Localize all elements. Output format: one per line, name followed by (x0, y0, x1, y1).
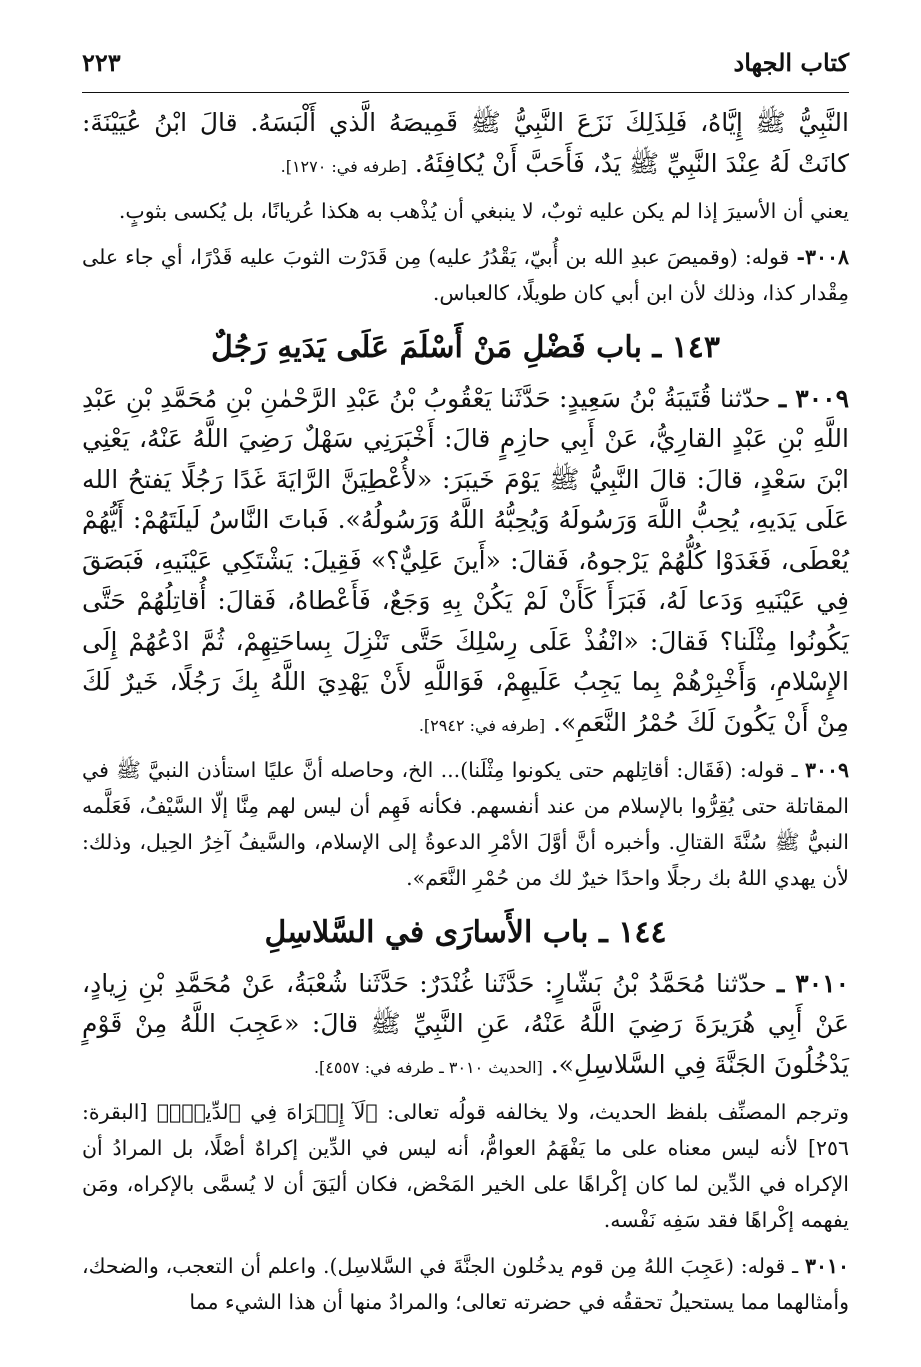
chapter-heading: ١٤٤ ـ باب الأَسارَى في السَّلاسِلِ (264, 914, 667, 950)
hadith-number: ٣٠٠٩ ـ (778, 383, 849, 413)
chapter-title: كتاب الجهاد (733, 48, 849, 77)
commentary-paragraph (82, 1095, 849, 1239)
hadith-number: ٣٠١٠ (804, 1253, 849, 1278)
commentary-text: وترجم المصنِّف بلفظ الحديث، ولا يخالفه قولُه تعالى: ﴿لَآ إِكۡرَاهَ فِي ٱلدِّينِۖ﴾ [البقرة: ٢٥٦] لأنه ليس معناه على ما يَفْهَمُ العوامُّ، أنه ليس في الدِّين إكراهٌ أصْلًا، بل المرادُ أن الإكراه في الدِّين لما كان إكْراهًا على الخير المَحْض، فكان أليَقَ أن لا يُسمَّى بالإكراه، ومَن يفهمه إكْراهًا فقد سَفِه نَفْسه. (82, 1100, 849, 1232)
cross-reference: [طرفه في: ٢٩٤٢]. (418, 715, 546, 735)
hadith-number: ٣٠١٠ ـ (776, 968, 850, 998)
commentary-paragraph (82, 753, 849, 897)
commentary-text: يعني أن الأسيرَ إذا لم يكن عليه ثوبٌ، لا ينبغي أن يُذْهب به هكذا عُريانًا، بل يُكسى بثوبٍ. (118, 199, 849, 223)
hadith-number: ٣٠٠٩ (804, 758, 849, 783)
cross-reference: [طرفه في: ١٢٧٠]. (280, 156, 407, 176)
chapter-heading: ١٤٣ ـ باب فَضْلِ مَنْ أَسْلَمَ عَلَى يَدَيهِ رَجُلٌ (211, 329, 720, 365)
hadith-number: ٣٠٠٨- (796, 244, 849, 269)
commentary-paragraph (82, 240, 849, 312)
page-number: ٢٢٣ (82, 48, 121, 77)
hadith-text: حدّثنا مُحَمَّدُ بْنُ بَشّارٍ: حَدَّثَنا غُنْدَرٌ: حَدَّثَنا شُعْبَةُ، عَنْ مُحَمَّدِ بْنِ زِيادٍ، عَنْ أَبِي هُرَيرَةَ رَضِيَ اللَّهُ عَنْهُ، عَنِ النَّبِيِّ ﷺ قالَ: «عَجِبَ اللَّهُ مِنْ قَوْمٍ يَدْخُلُونَ الجَنَّةَ فِي السَّلاسِلِ». (82, 968, 849, 1079)
commentary-paragraph (82, 1249, 849, 1321)
commentary-text: ـ قوله: (عَجِبَ اللهُ مِن قوم يدخُلون الجنَّةَ في السَّلاسِل). واعلم أن التعجب، والضحك، وأمثالهما مما يستحيلُ تحققُه في حضرته تعالى؛ والمرادُ منها أن هذا الشيء مما (82, 1253, 849, 1314)
hadith-continuation (82, 103, 849, 184)
header-rule (82, 92, 849, 93)
cross-reference: [الحديث ٣٠١٠ ـ طرفه في: ٤٥٥٧]. (313, 1057, 543, 1077)
hadith-text: حدّثنا قُتَيبَةُ بْنُ سَعِيدٍ: حَدَّثَنا يَعْقُوبُ بْنُ عَبْدِ الرَّحْمٰنِ بْنِ مُحَمَّدِ بْنِ عَبْدِ اللَّهِ بْنِ عَبْدٍ القارِيُّ، عَنْ أَبِي حازِمٍ قالَ: أَخْبَرَنِي سَهْلٌ رَضِيَ اللَّهُ عَنْهُ، يَعْنِي ابْنَ سَعْدٍ، قالَ: قالَ النَّبِيُّ ﷺ يَوْمَ خَيبَرَ: «لأُعْطِيَنَّ الرَّايَةَ غَدًا رَجُلًا يَفتحُ الله عَلَى يَدَيهِ، يُحِبُّ اللَّهَ وَرَسُولَهُ وَيُحِبُّهُ اللَّهُ وَرَسُولُهُ». فَباتَ النَّاسُ لَيلَتَهُمْ: أَيُّهُمْ يُعْطَى، فَغَدَوْا كُلُّهُمْ يَرْجوهُ، فَقالَ: «أَينَ عَلِيٌّ؟» فَقِيلَ: يَشْتَكِي عَيْنَيهِ، فَبَصَقَ فِي عَيْنَيهِ وَدَعا لَهُ، فَبَرَأَ كَأَنْ لَمْ يَكُنْ بِهِ وَجَعٌ، فَأَعْطاهُ، فَقالَ: أُقاتِلُهُمْ حَتَّى يَكُونُوا مِثْلَنا؟ فَقالَ: «انْفُذْ عَلَى رِسْلِكَ حَتَّى تَنْزِلَ بِساحَتِهِمْ، ثُمَّ ادْعُهُمْ إِلَى الإِسْلامِ، وَأَخْبِرْهُمْ بِما يَجِبُ عَلَيهِمْ، فَوَاللَّهِ لأَنْ يَهْدِيَ اللَّهُ بِكَ رَجُلًا، خَيرٌ لَكَ مِنْ أَنْ يَكُونَ لَكَ حُمْرُ النَّعَمِ». (82, 383, 850, 737)
hadith-text: النَّبِيُّ ﷺ إِيَّاهُ، فَلِذَلِكَ نَزَعَ النَّبِيُّ ﷺ قَمِيصَهُ الَّذي أَلْبَسَهُ. قالَ ابْنُ عُيَيْنَةَ: كانَتْ لَهُ عِنْدَ النَّبِيِّ ﷺ يَدٌ، فَأَحَبَّ أَنْ يُكافِئَهُ. (82, 108, 849, 178)
page-header (82, 48, 849, 92)
commentary-paragraph (82, 194, 849, 230)
hadith-paragraph (82, 964, 849, 1086)
commentary-text: قوله: (وقميصَ عبدِ الله بن أُبيّ، يَقْدُرُ عليه) مِن قَدَرْت الثوبَ عليه قَدْرًا، أي جاء على مِقْدار كذا، وذلك لأن ابن أبي كان طويلًا، كالعباس. (82, 244, 849, 305)
hadith-paragraph (82, 379, 849, 744)
commentary-text: ـ قوله: (فَقَال: أقاتِلهم حتى يكونوا مِثْلَنا)... الخ، وحاصله أنَّ عليًا استأذن النبيَّ ﷺ في المقاتلة حتى يُقِرُّوا بالإسلام من عند أنفسهم. فكأنه فَهِم أن ليس لهم مِنَّا إلّا السَّيْفُ، فَعَلَّمه النبيُّ ﷺ سُنَّةَ القتالِ. وأخبره أنَّ أوَّلَ الأمْرِ الدعوةُ إلى الإسلام، والسَّيفُ آخِرُ الحِيل، وذلك: لأن يهدي اللهُ بك رجلًا واحدًا خيرٌ لك من حُمْرِ النَّعَم». (82, 758, 849, 890)
